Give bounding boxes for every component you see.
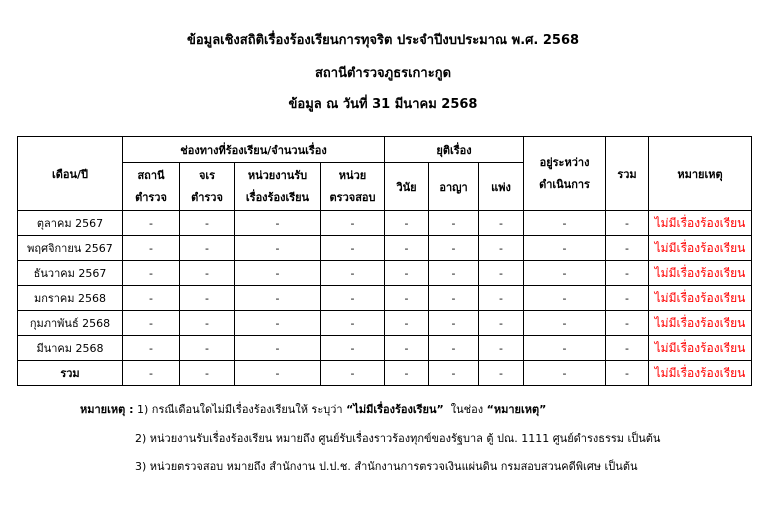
table-row xyxy=(18,236,752,261)
page-title: ข้อมูลเชิงสถิติเรื่องร้องเรียนการทุจริต ประจำปีงบประมาณ พ.ศ. 2568 xyxy=(186,33,580,48)
cell-remark: ไม่มีเรื่องร้องเรียน xyxy=(649,336,752,361)
cell-ch-station: - xyxy=(123,286,180,311)
cell-remark: ไม่มีเรื่องร้องเรียน xyxy=(649,361,752,386)
cell-ch-station: - xyxy=(123,311,180,336)
cell-end-criminal: - xyxy=(429,261,479,286)
note-3: 3) หน่วยตรวจสอบ หมายถึง สำนักงาน ป.ป.ช. สำนักงานการตรวจเงินแผ่นดิน กรมสอบสวนคดีพิเศษ เป็นต้น xyxy=(135,460,638,473)
cell-total: - xyxy=(606,261,649,286)
note-1-text: 1) กรณีเดือนใดไม่มีเรื่องร้องเรียนให้ ระบุว่า xyxy=(137,403,343,416)
header-month: เดือน/ปี xyxy=(18,137,123,211)
header-ch-jr: จเร ตำรวจ xyxy=(180,163,235,211)
cell-end-civil: - xyxy=(479,286,524,311)
note-2: 2) หน่วยงานรับเรื่องร้องเรียน หมายถึง ศูนย์รับเรื่องราวร้องทุกข์ของรัฐบาล ตู้ ปณ. 1111 ศูนย์ดำรงธรรม เป็นต้น xyxy=(135,432,661,445)
cell-ch-audit: - xyxy=(321,261,385,286)
cell-ch-unit: - xyxy=(235,361,321,386)
cell-ch-unit: - xyxy=(235,261,321,286)
cell-ch-audit: - xyxy=(321,361,385,386)
cell-pending: - xyxy=(524,261,606,286)
row-month: มกราคม 2568 xyxy=(18,286,123,311)
cell-end-discipline: - xyxy=(385,261,429,286)
note-1 xyxy=(80,402,546,418)
cell-ch-audit: - xyxy=(321,211,385,236)
note-1-in-column: ในช่อง xyxy=(450,403,484,416)
cell-remark: ไม่มีเรื่องร้องเรียน xyxy=(649,211,752,236)
cell-total: - xyxy=(606,336,649,361)
cell-ch-jr: - xyxy=(180,361,235,386)
cell-ch-unit: - xyxy=(235,236,321,261)
complaint-stats-table xyxy=(17,136,752,386)
cell-ch-jr: - xyxy=(180,311,235,336)
row-month: ธันวาคม 2567 xyxy=(18,261,123,286)
cell-pending: - xyxy=(524,311,606,336)
cell-ch-station: - xyxy=(123,236,180,261)
header-remark: หมายเหตุ xyxy=(649,137,752,211)
header-ch-unit: หน่วยงานรับ เรื่องร้องเรียน xyxy=(235,163,321,211)
cell-end-criminal: - xyxy=(429,286,479,311)
header-end-criminal: อาญา xyxy=(429,163,479,211)
note-1-quote-no-complaint: “ไม่มีเรื่องร้องเรียน” xyxy=(346,403,444,416)
table-row xyxy=(18,286,752,311)
cell-end-civil: - xyxy=(479,261,524,286)
header-channels: ช่องทางที่ร้องเรียน/จำนวนเรื่อง xyxy=(123,137,385,163)
cell-ch-jr: - xyxy=(180,261,235,286)
row-month: ตุลาคม 2567 xyxy=(18,211,123,236)
cell-ch-audit: - xyxy=(321,286,385,311)
cell-ch-station: - xyxy=(123,361,180,386)
cell-end-discipline: - xyxy=(385,236,429,261)
header-ch-audit: หน่วย ตรวจสอบ xyxy=(321,163,385,211)
cell-end-civil: - xyxy=(479,336,524,361)
cell-remark: ไม่มีเรื่องร้องเรียน xyxy=(649,261,752,286)
cell-total: - xyxy=(606,236,649,261)
header-total: รวม xyxy=(606,137,649,211)
cell-remark: ไม่มีเรื่องร้องเรียน xyxy=(649,286,752,311)
cell-ch-audit: - xyxy=(321,311,385,336)
row-month-total: รวม xyxy=(18,361,123,386)
cell-ch-unit: - xyxy=(235,311,321,336)
header-ended: ยุติเรื่อง xyxy=(385,137,524,163)
cell-end-criminal: - xyxy=(429,336,479,361)
cell-end-discipline: - xyxy=(385,286,429,311)
cell-end-civil: - xyxy=(479,311,524,336)
table-row xyxy=(18,336,752,361)
cell-pending: - xyxy=(524,211,606,236)
cell-end-criminal: - xyxy=(429,236,479,261)
table-row xyxy=(18,311,752,336)
cell-end-civil: - xyxy=(479,361,524,386)
cell-ch-station: - xyxy=(123,211,180,236)
cell-total: - xyxy=(606,211,649,236)
cell-end-discipline: - xyxy=(385,336,429,361)
cell-ch-jr: - xyxy=(180,286,235,311)
table-row xyxy=(18,211,752,236)
header-end-civil: แพ่ง xyxy=(479,163,524,211)
row-month: พฤศจิกายน 2567 xyxy=(18,236,123,261)
cell-ch-unit: - xyxy=(235,211,321,236)
cell-end-criminal: - xyxy=(429,311,479,336)
table-row xyxy=(18,261,752,286)
note-1-quote-remark: “หมายเหตุ” xyxy=(486,403,547,416)
cell-remark: ไม่มีเรื่องร้องเรียน xyxy=(649,236,752,261)
cell-total: - xyxy=(606,311,649,336)
cell-ch-audit: - xyxy=(321,236,385,261)
cell-end-civil: - xyxy=(479,236,524,261)
cell-ch-jr: - xyxy=(180,336,235,361)
notes-label: หมายเหตุ : xyxy=(80,403,134,416)
cell-pending: - xyxy=(524,286,606,311)
cell-pending: - xyxy=(524,361,606,386)
cell-ch-audit: - xyxy=(321,336,385,361)
cell-total: - xyxy=(606,286,649,311)
cell-total: - xyxy=(606,361,649,386)
cell-end-discipline: - xyxy=(385,311,429,336)
cell-ch-station: - xyxy=(123,261,180,286)
cell-pending: - xyxy=(524,236,606,261)
cell-ch-unit: - xyxy=(235,336,321,361)
cell-remark: ไม่มีเรื่องร้องเรียน xyxy=(649,311,752,336)
row-month: กุมภาพันธ์ 2568 xyxy=(18,311,123,336)
station-name: สถานีตำรวจภูธรเกาะกูด xyxy=(314,66,452,81)
cell-ch-jr: - xyxy=(180,236,235,261)
cell-end-criminal: - xyxy=(429,211,479,236)
cell-end-criminal: - xyxy=(429,361,479,386)
header-end-discipline: วินัย xyxy=(385,163,429,211)
row-month: มีนาคม 2568 xyxy=(18,336,123,361)
cell-end-civil: - xyxy=(479,211,524,236)
cell-ch-unit: - xyxy=(235,286,321,311)
header-ch-station: สถานี ตำรวจ xyxy=(123,163,180,211)
cell-end-discipline: - xyxy=(385,361,429,386)
cell-end-discipline: - xyxy=(385,211,429,236)
cell-pending: - xyxy=(524,336,606,361)
cell-ch-jr: - xyxy=(180,211,235,236)
cell-ch-station: - xyxy=(123,336,180,361)
header-pending: อยู่ระหว่าง ดำเนินการ xyxy=(524,137,606,211)
total-row xyxy=(18,361,752,386)
as-of-date: ข้อมูล ณ วันที่ 31 มีนาคม 2568 xyxy=(288,97,478,112)
